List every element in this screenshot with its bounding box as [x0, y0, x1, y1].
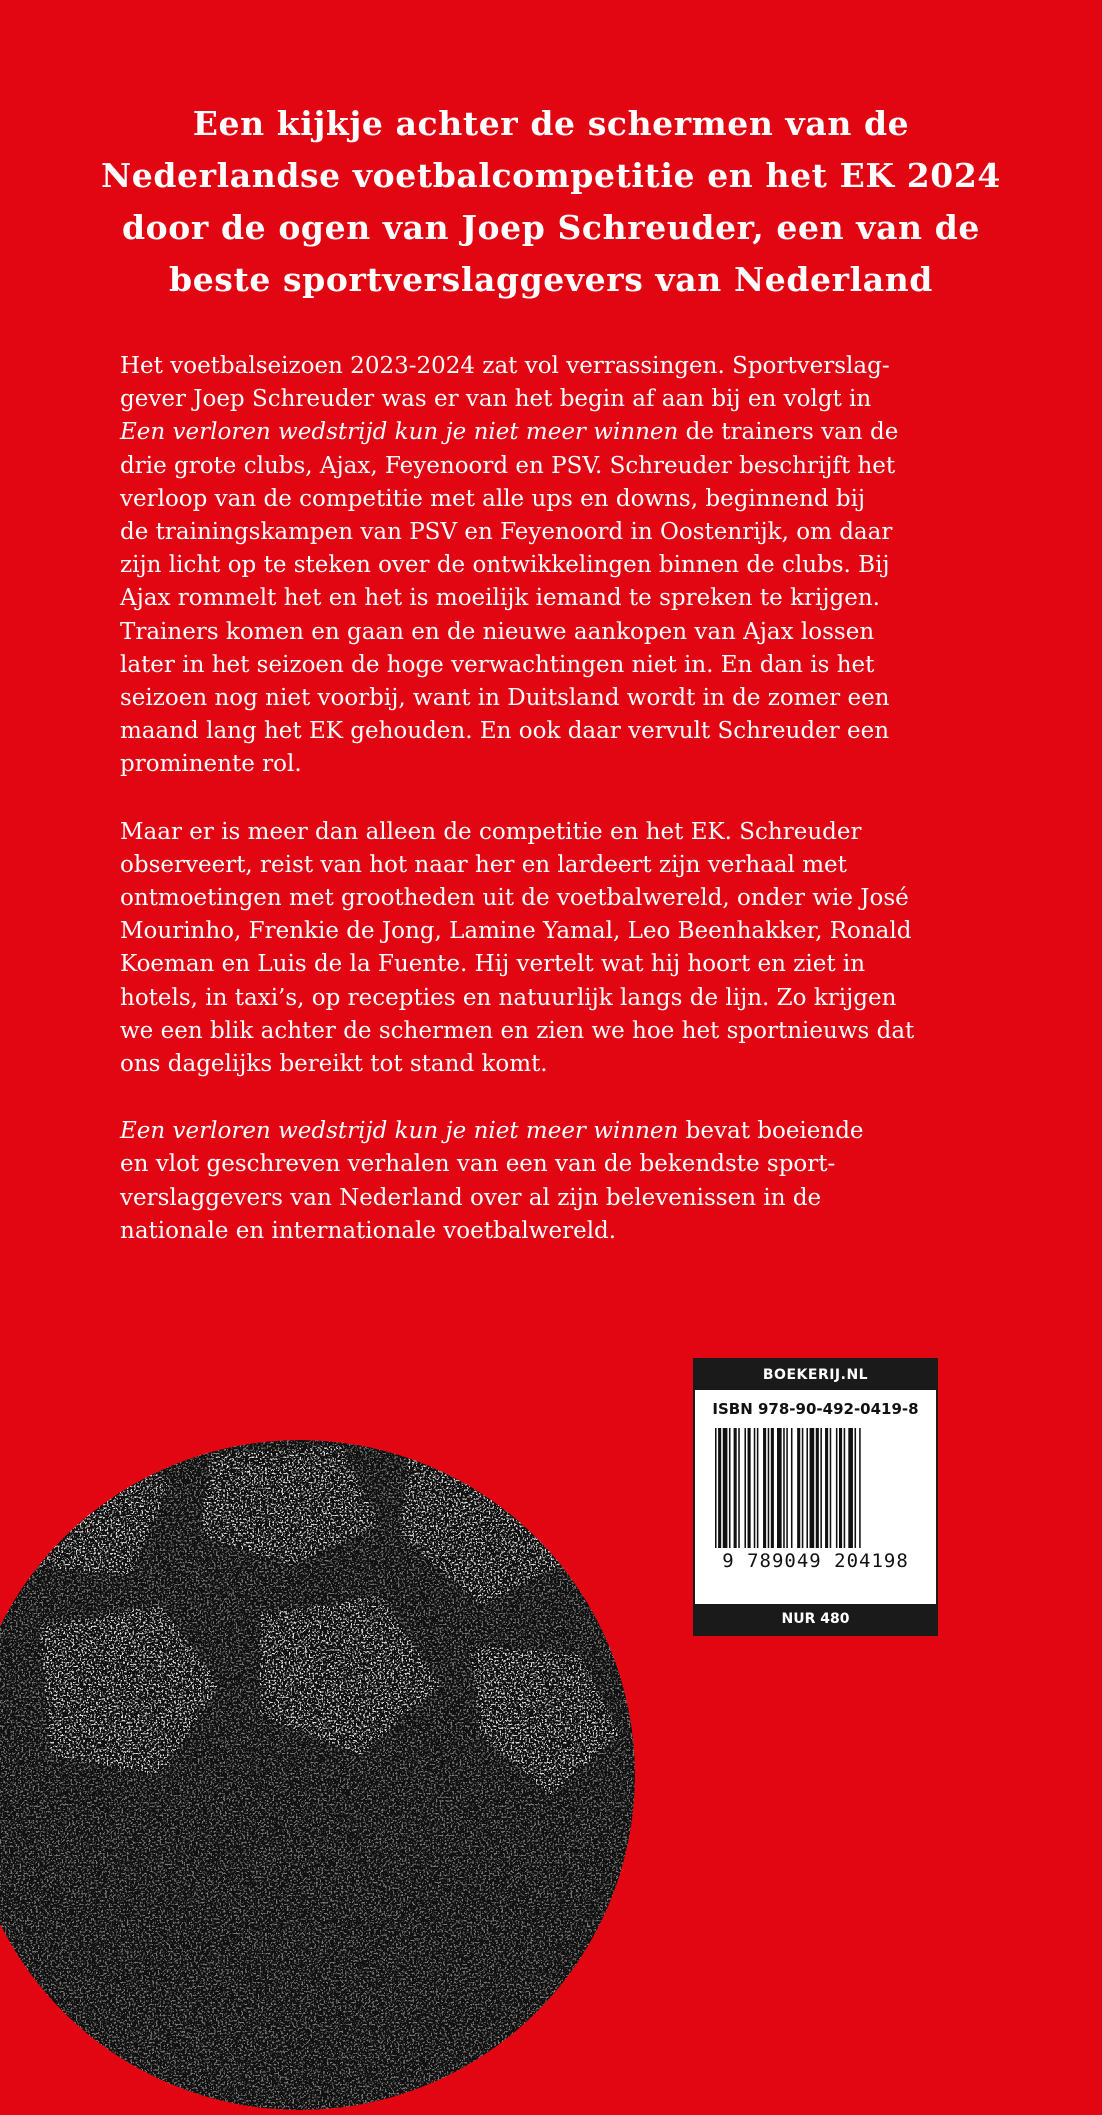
- blurb-paragraph-2: [120, 816, 990, 1082]
- text-fragment: de trainers van de: [685, 419, 899, 446]
- barcode-bar: [810, 1428, 815, 1548]
- text-fragment: bevat boeiende: [685, 1118, 864, 1145]
- book-title: Een verloren wedstrijd kun je niet meer winnen: [120, 419, 679, 446]
- barcode-bar: [738, 1428, 740, 1548]
- football-illustration: [0, 1415, 640, 2115]
- barcode-bar: [748, 1428, 751, 1548]
- barcode-bar: [825, 1428, 828, 1548]
- barcode-bar: [723, 1428, 728, 1548]
- text-line: de trainingskampen van PSV en Feyenoord in Oostenrijk, om daar: [120, 519, 893, 546]
- barcode-bar: [802, 1428, 804, 1548]
- text-line: Het voetbalseizoen 2023-2024 zat vol verrassingen. Sportverslag-: [120, 353, 890, 379]
- text-line: [120, 1115, 990, 1148]
- tagline-line: Nederlandse voetbalcompetitie en het EK 2024: [101, 156, 1001, 195]
- text-line: hotels, in taxi’s, op recepties en natuurlijk langs de lijn. Zo krijgen: [120, 984, 897, 1011]
- barcode-bar: [855, 1428, 857, 1548]
- barcode-bar: [844, 1428, 846, 1548]
- barcode-bar: [830, 1428, 832, 1548]
- barcode-bar: [768, 1428, 770, 1548]
- isbn-label: ISBN 978-90-492-0419-8: [712, 1400, 919, 1418]
- barcode-bar: [820, 1428, 822, 1548]
- barcode-bar: [816, 1428, 819, 1548]
- text-line: en vlot geschreven verhalen van een van de bekendste sport-: [120, 1151, 836, 1178]
- barcode-bar: [783, 1428, 785, 1548]
- barcode-block: [693, 1358, 938, 1636]
- barcode-bar: [729, 1428, 731, 1548]
- text-line: ons dagelijks bereikt tot stand komt.: [120, 1051, 548, 1078]
- barcode-bar: [786, 1428, 788, 1548]
- blurb-paragraph-3: [120, 1115, 990, 1248]
- text-line: [120, 416, 990, 449]
- text-line: Maar er is meer dan alleen de competitie en het EK. Schreuder: [120, 818, 862, 845]
- barcode-bar: [848, 1428, 853, 1548]
- text-line: Ajax rommelt het en het is moeilijk iemand te spreken te krijgen.: [120, 585, 880, 612]
- barcode-bar: [718, 1428, 721, 1548]
- barcode-bar: [771, 1428, 774, 1548]
- barcode-bar: [777, 1428, 782, 1548]
- text-line: prominente rol.: [120, 751, 302, 778]
- text-line: Trainers komen en gaan en de nieuwe aankopen van Ajax lossen: [120, 618, 875, 645]
- barcode-bar: [744, 1428, 746, 1548]
- barcode-bars: [713, 1428, 918, 1548]
- barcode-digits: 9 789049 204198: [722, 1550, 909, 1572]
- text-line: ontmoetingen met grootheden uit de voetbalwereld, onder wie José: [120, 885, 909, 912]
- barcode-bar: [791, 1428, 793, 1548]
- barcode-bar: [806, 1428, 808, 1548]
- barcode-bar: [757, 1428, 759, 1548]
- text-line: later in het seizoen de hoge verwachtingen niet in. En dan is het: [120, 651, 875, 678]
- barcode-bar: [763, 1428, 766, 1548]
- barcode-bar: [859, 1428, 861, 1548]
- text-line: zijn licht op te steken over de ontwikkelingen binnen de clubs. Bij: [120, 552, 890, 579]
- tagline-line: beste sportverslaggevers van Nederland: [169, 260, 933, 299]
- text-line: we een blik achter de schermen en zien we hoe het sportnieuws dat: [120, 1017, 915, 1044]
- nur-code: NUR 480: [695, 1604, 936, 1634]
- text-line: verloop van de competitie met alle ups en downs, beginnend bij: [120, 485, 866, 512]
- text-line: Koeman en Luis de la Fuente. Hij vertelt wat hij hoort en ziet in: [120, 951, 866, 978]
- text-line: seizoen nog niet voorbij, want in Duitsland wordt in de zomer een: [120, 685, 890, 712]
- text-line: Mourinho, Frenkie de Jong, Lamine Yamal, Leo Beenhakker, Ronald: [120, 918, 912, 945]
- barcode-bar: [715, 1428, 717, 1548]
- blurb-paragraph-1: [120, 350, 990, 782]
- text-line: verslaggevers van Nederland over al zijn belevenissen in de: [120, 1184, 822, 1211]
- text-line: maand lang het EK gehouden. En ook daar vervult Schreuder een: [120, 718, 890, 745]
- publisher-site: BOEKERIJ.NL: [695, 1360, 936, 1390]
- barcode-bar: [734, 1428, 737, 1548]
- text-line: gever Joep Schreuder was er van het begin af aan bij en volgt in: [120, 386, 872, 413]
- tagline-line: Een kijkje achter de schermen van de: [192, 104, 910, 143]
- tagline: [90, 98, 1012, 306]
- blurb: [120, 350, 990, 1282]
- barcode-bar: [839, 1428, 842, 1548]
- barcode-bar: [797, 1428, 800, 1548]
- text-line: drie grote clubs, Ajax, Feyenoord en PSV. Schreuder beschrijft het: [120, 452, 896, 479]
- text-line: nationale en internationale voetbalwereld.: [120, 1217, 617, 1244]
- tagline-line: door de ogen van Joep Schreuder, een van de: [121, 208, 981, 247]
- barcode-bar: [754, 1428, 756, 1548]
- book-title: Een verloren wedstrijd kun je niet meer winnen: [120, 1118, 679, 1145]
- text-line: observeert, reist van hot naar her en lardeert zijn verhaal met: [120, 851, 847, 878]
- barcode-bar: [836, 1428, 838, 1548]
